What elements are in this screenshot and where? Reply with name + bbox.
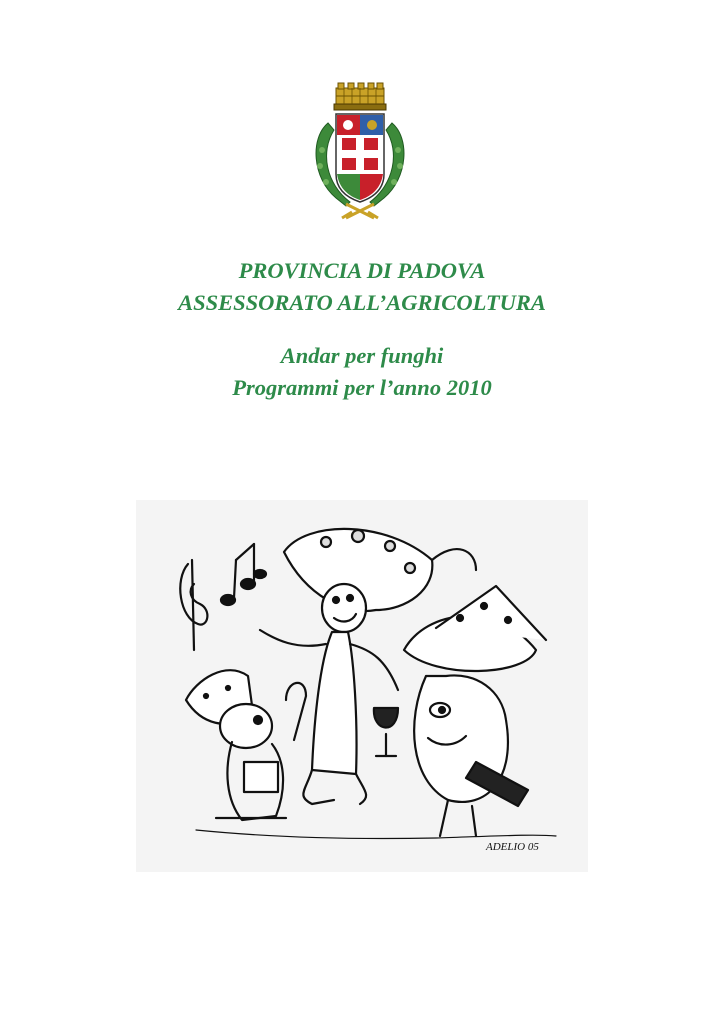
- organization-heading: [0, 255, 724, 319]
- cartoon-mushrooms-icon: [136, 500, 588, 872]
- artist-signature: ADELIO 05: [486, 841, 539, 853]
- shield-icon: [336, 114, 384, 202]
- department-title: ASSESSORATO ALL’AGRICOLTURA: [178, 290, 546, 315]
- crown-icon: [334, 83, 386, 110]
- coat-of-arms-icon: [306, 78, 414, 228]
- document-subtitle: [0, 340, 724, 404]
- province-title: PROVINCIA DI PADOVA: [238, 258, 486, 283]
- subtitle-line-1: Andar per funghi: [280, 343, 444, 368]
- subtitle-line-2: Programmi per l’anno 2010: [232, 375, 492, 400]
